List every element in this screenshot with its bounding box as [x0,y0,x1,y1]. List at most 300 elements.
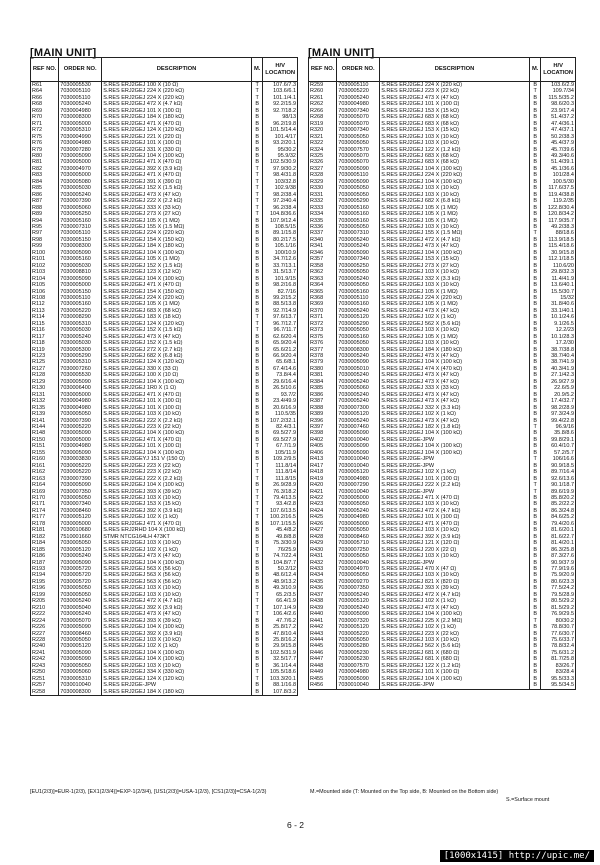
order-cell: 7030004980 [59,443,102,449]
ref-cell: R378 [309,353,337,359]
location-cell: 65.9/20.4 [263,340,298,346]
description-cell: S.RES ERJ2GEJ 224 X (220 kΩ) [380,295,530,301]
ref-cell: R87 [31,198,59,204]
location-cell: 95/30.2 [263,147,298,153]
order-cell: 7030005240 [337,592,380,598]
mounted-cell: B [529,643,541,649]
ref-cell: R170 [31,495,59,501]
ref-cell: R242 [31,656,59,662]
location-cell: 96.2/19.8 [263,121,298,127]
location-cell: 67.7/1.9 [263,443,298,449]
mounted-cell: B [251,450,263,456]
order-cell: 7030005220 [337,631,380,637]
description-cell: S.RES ERJ2GEJ 221 X (220 Ω) [102,134,252,140]
description-cell: S.RES ERJ2GEJ 105 X (1 MΩ) [380,211,530,217]
location-cell: 30.9/15.8 [541,250,576,256]
order-cell: 7030005050 [337,192,380,198]
mounted-cell: B [251,663,263,669]
description-cell: S.RES ERJ2GEJ 154 X (150 kΩ) [102,237,252,243]
location-cell: 47.4/36.1 [541,121,576,127]
ref-cell: R162 [31,469,59,475]
table-row [309,411,576,417]
order-cell: 7030005160 [337,301,380,307]
description-cell: S.RES ERJ2GEJ 102 X (1 kΩ) [380,314,530,320]
mounted-cell: T [251,469,263,475]
location-cell: 96.7/12.7 [263,321,298,327]
table-row [309,598,576,604]
ref-cell: R148 [31,430,59,436]
ref-cell: R181 [31,527,59,533]
mounted-cell: B [251,618,263,624]
description-cell: S.RES ERJ2GEJ 392 X (3.9 kΩ) [380,534,530,540]
order-cell: 7030005050 [337,327,380,333]
mounted-cell: B [529,579,541,585]
description-cell: S.RES ERJ2GEJ 332 X (3.3 kΩ) [380,276,530,282]
order-cell: 7030004970 [59,166,102,172]
location-cell: 12.2/23 [541,327,576,333]
mounted-cell: B [529,282,541,288]
mounted-cell: T [251,211,263,217]
location-cell: 97.9/30.2 [263,166,298,172]
col-ref-header: REF NO. [31,58,59,82]
ref-cell: R419 [309,476,337,482]
location-cell: 99.8/29.1 [541,437,576,443]
table-row [309,340,576,346]
order-cell: 7030005070 [337,153,380,159]
location-cell: 57.2/5.7 [541,450,576,456]
description-cell: S.RES ERJ2GEJ 223 X (22 kΩ) [102,463,252,469]
mounted-cell: B [529,95,541,101]
surface-mount-legend: S.=Surface mount [506,797,550,803]
mounted-cell: B [529,663,541,669]
ref-cell: R358 [309,263,337,269]
location-cell: 100/10.9 [263,250,298,256]
ref-cell: R89 [31,211,59,217]
mounted-cell: B [251,276,263,282]
location-cell: 107.1/4.9 [263,605,298,611]
table-row [31,443,298,449]
ref-cell: R100 [31,250,59,256]
mounted-cell: B [529,172,541,178]
location-cell: 35.8/8.6 [541,430,576,436]
ref-cell: R346 [309,250,337,256]
description-cell: S.RES ERJ2RHD 104 X (100 kΩ) [102,527,252,533]
description-cell: S.RES ERJ2GEJ 104 X (100 kΩ) [380,250,530,256]
location-cell: 82.7/16 [263,289,298,295]
mounted-cell: B [251,430,263,436]
mounted-cell: B [529,521,541,527]
description-cell: S.RES ERJ2GEJ 473 X (47 kΩ) [380,398,530,404]
table-row [31,185,298,191]
description-cell: S.RES ERJ2GEJ 333 X (33 kΩ) [380,385,530,391]
ref-cell: R440 [309,611,337,617]
mounted-cell: B [251,560,263,566]
ref-cell: R368 [309,295,337,301]
mounted-cell: B [529,256,541,262]
description-cell: S.RES ERJ2GEJ 223 X (22 kΩ) [380,88,530,94]
order-cell: 7030005250 [337,263,380,269]
order-cell: 7030005000 [59,437,102,443]
mounted-cell: B [529,114,541,120]
table-row [31,230,298,236]
description-cell: S.RES ERJ2GEJ 124 X (120 kΩ) [102,321,252,327]
mounted-cell: B [251,250,263,256]
mounted-cell: B [251,295,263,301]
mounted-cell: B [251,631,263,637]
mounted-cell: B [251,656,263,662]
ref-cell: R185 [31,547,59,553]
order-cell: 7030005230 [337,650,380,656]
description-cell: S.RES ERJ2GEJ 103 X (10 kΩ) [380,572,530,578]
description-cell: S.RES ERJ2GEJ 473 X (47 kΩ) [380,379,530,385]
mounted-cell: T [251,547,263,553]
ref-cell: R174 [31,508,59,514]
description-cell: S.RES ERJ2GEJ 103 X (10 kΩ) [102,411,252,417]
description-cell: S.RES ERJ2GEJ 273 X (27 kΩ) [102,211,252,217]
description-cell: S.RES ERJ2GEJ 104 X (100 kΩ) [380,430,530,436]
ref-cell: R436 [309,585,337,591]
description-cell: S.RES ERJ2GEJ 222 X (2.2 kΩ) [102,476,252,482]
description-cell: S.RES ERJ2GE-JPW [102,682,252,688]
description-cell: S.RES ERJ2GEJ 100 X (10 Ω) [102,82,252,89]
description-cell: S.RES ERJ2GEJ 101 X (100 Ω) [102,398,252,404]
location-cell: 105.1/16 [263,243,298,249]
ref-cell: R224 [31,618,59,624]
order-cell: 7030007340 [59,501,102,507]
mounted-cell: B [529,637,541,643]
mounted-cell: B [251,263,263,269]
description-cell: S.RES ERJ2GEJ 683 X (68 kΩ) [380,153,530,159]
table-row [309,443,576,449]
description-cell: S.RES ERJ2GEJ 101 X (100 Ω) [380,476,530,482]
description-cell: S.RES ERJ2GEJ 182 X (1.8 kΩ) [380,424,530,430]
table-row [309,482,576,488]
ref-cell: R380 [309,366,337,372]
ref-cell: R195 [31,579,59,585]
ref-cell: R446 [309,650,337,656]
location-cell: 50.2/12 [263,566,298,572]
description-cell: S.RES ERJ2GEJ 104 X (100 kΩ) [380,676,530,682]
location-cell: 81.7/25.8 [541,656,576,662]
order-cell: 7030005060 [337,385,380,391]
order-cell: 7030005090 [59,656,102,662]
description-cell: S.RES ERJ2GEJ 104 X (100 kΩ) [380,359,530,365]
location-cell: 31.8/40.6 [541,301,576,307]
description-cell: S.RES ERJ2GEJ 103 X (10 kΩ) [380,269,530,275]
ref-cell: R447 [309,656,337,662]
description-cell: S.RES ERJ2GEJ 471 X (470 Ω) [102,437,252,443]
mounted-cell: B [529,566,541,572]
ref-cell: R371 [309,314,337,320]
table-row [31,327,298,333]
mounted-cell: T [251,179,263,185]
mounted-cell: B [529,334,541,340]
location-cell: 107.9/12.4 [263,218,298,224]
order-cell: 7030005030 [59,327,102,333]
mounted-cell: B [529,366,541,372]
description-cell: S.RES ERJ2GEJ 473 X (47 kΩ) [380,392,530,398]
order-cell: 7030005280 [337,643,380,649]
mounted-cell: B [251,650,263,656]
description-cell: S.RES ERJ2GEJ 224 X (220 kΩ) [380,172,530,178]
mounted-cell: B [529,624,541,630]
table-row [31,211,298,217]
description-cell: S.RES ERJ2GEJ 103 X (10 kΩ) [102,592,252,598]
mounted-cell: B [529,437,541,443]
location-cell: 103/32.8 [263,179,298,185]
ref-cell: R79 [31,147,59,153]
table-row [309,256,576,262]
location-cell: 66.9/20.4 [263,353,298,359]
location-cell: 38.7/40.4 [541,353,576,359]
order-cell: 7030005000 [59,172,102,178]
mounted-cell: T [251,443,263,449]
ref-cell: R251 [31,676,59,682]
ref-cell: R385 [309,385,337,391]
location-cell: 117.9/35.7 [541,218,576,224]
order-cell: 7030005240 [337,237,380,243]
description-cell: S.RES ERJ2GEJ 184 X (180 kΩ) [102,243,252,249]
description-cell: S.RES ERJ2GEJ 100 X (10 Ω) [102,372,252,378]
location-cell: 98.2/28.9 [541,405,576,411]
location-cell: 77.5/24.2 [541,585,576,591]
location-cell: 106.4/2.6 [263,611,298,617]
mounted-cell: B [251,411,263,417]
table-row [31,669,298,675]
order-cell: 7030005000 [59,392,102,398]
col-description-header: DESCRIPTION [380,58,530,82]
mounted-cell: B [251,534,263,540]
left-section-title: [MAIN UNIT] [30,47,97,59]
mounted-cell: B [529,430,541,436]
mounted-cell: B [251,308,263,314]
ref-cell: R193 [31,566,59,572]
ref-cell: R129 [31,379,59,385]
mounted-cell: B [529,676,541,682]
description-cell: S.RES ERJ2GEJ 105 X (1 MΩ) [380,301,530,307]
table-row [309,572,576,578]
ref-cell: R257 [31,682,59,688]
table-row [31,269,298,275]
location-cell: 102.5/31.9 [263,650,298,656]
mounted-cell: B [251,398,263,404]
ref-cell: R362 [309,269,337,275]
location-cell: 29.6/16.4 [263,379,298,385]
mounted-cell: B [251,392,263,398]
mounted-cell: T [251,88,263,94]
location-cell: 96.7/11.7 [263,327,298,333]
table-row [309,656,576,662]
order-cell: 7030005720 [59,572,102,578]
description-cell: S.RES ERJ2GEJ 184 X (180 kΩ) [102,114,252,120]
ref-cell: R72 [31,127,59,133]
table-row [309,540,576,546]
location-cell: 75.6/33.7 [541,637,576,643]
description-cell: S.RES ERJ2GEJ 391 X (390 Ω) [102,179,252,185]
ref-cell: R210 [31,605,59,611]
mounted-cell: T [251,514,263,520]
ref-cell: R422 [309,495,337,501]
ref-cell: R261 [309,95,337,101]
order-cell: 7030006400 [59,385,102,391]
order-cell: 7030005530 [59,82,102,89]
order-cell: 7030005710 [337,540,380,546]
ref-cell: R131 [31,392,59,398]
location-cell: 33.7/13.1 [263,263,298,269]
table-row [31,289,298,295]
description-cell: S.RES ERJ2GEJ 153 X (15 kΩ) [380,127,530,133]
order-cell: 7030010040 [337,560,380,566]
table-row [309,398,576,404]
description-cell: S.RES ERJ2GEJ 155 X (1.5 MΩ) [102,224,252,230]
mounted-cell: B [529,540,541,546]
ref-cell: R205 [31,598,59,604]
ref-cell: R112 [31,301,59,307]
description-cell: S.RES ERJ2GEJ 101 X (100 Ω) [380,514,530,520]
order-cell: 7030005050 [59,540,102,546]
description-cell: S.RES ERJ2GEJ 225 X (2.2 MΩ) [380,618,530,624]
ref-cell: R423 [309,501,337,507]
ref-cell: R266 [309,108,337,114]
order-cell: 7030005120 [59,514,102,520]
mounted-cell: B [529,140,541,146]
location-cell: 38.7/38.8 [541,347,576,353]
order-cell: 7030005050 [337,134,380,140]
col-order-header: ORDER NO. [337,58,380,82]
location-cell: 69.5/27.9 [263,437,298,443]
ref-cell: R388 [309,405,337,411]
order-cell: 7030005120 [59,643,102,649]
ref-cell: R80 [31,153,59,159]
order-cell: 7030005090 [59,624,102,630]
ref-cell: R83 [31,172,59,178]
ref-cell: R75 [31,134,59,140]
table-row [31,624,298,630]
ref-cell: R82 [31,166,59,172]
location-cell: 98/13 [263,114,298,120]
description-cell: S.RES ERJ3GEYJ 151 V (150 Ω) [102,456,252,462]
description-cell: S.RES ERJ2GEJ 333 X (33 kΩ) [102,205,252,211]
order-cell: 7030005090 [337,359,380,365]
table-row [309,301,576,307]
ref-cell: R71 [31,121,59,127]
ref-cell: R117 [31,334,59,340]
order-cell: 7030005090 [59,250,102,256]
ref-cell: R376 [309,340,337,346]
description-cell: S.RES ERJ2GEJ 124 X (120 kΩ) [102,359,252,365]
location-cell: 26.9/27.9 [541,379,576,385]
table-row [31,598,298,604]
mounted-cell: B [529,592,541,598]
order-cell: 7030007310 [59,224,102,230]
location-cell: 93.2/20.1 [263,140,298,146]
ref-cell: R363 [309,276,337,282]
order-cell: 7030005160 [337,334,380,340]
order-cell: 7030005530 [59,372,102,378]
description-cell: S.RES ERJ2GEJ 223 X (22 kΩ) [102,469,252,475]
ref-cell: R116 [31,327,59,333]
description-cell: S.RES ERJ2GE-JPW [380,437,530,443]
location-cell: 99.2/15.2 [263,295,298,301]
ref-cell: R406 [309,450,337,456]
mounted-cell: T [251,463,263,469]
description-cell: S.RES ERJ2GEJ 472 X (4.7 kΩ) [380,237,530,243]
mounted-cell: B [529,411,541,417]
location-cell: 98.6/20.3 [541,101,576,107]
description-cell: S.RES ERJ2GEJ 474 X (470 kΩ) [380,366,530,372]
table-row [31,469,298,475]
table-row [309,682,576,689]
order-cell: 7030005060 [59,205,102,211]
location-cell: 33.1/40.1 [541,308,576,314]
table-row [31,540,298,546]
ref-cell: R430 [309,547,337,553]
ref-cell: R163 [31,476,59,482]
order-cell: 7030005240 [337,308,380,314]
mounted-cell: T [251,205,263,211]
description-cell: S.RES ERJ2GEJ 103 X (10 kΩ) [380,134,530,140]
order-cell: 7030010040 [337,456,380,462]
ref-cell: R171 [31,501,59,507]
order-cell: 7030005160 [337,205,380,211]
mounted-cell: B [529,134,541,140]
ref-cell: R105 [31,282,59,288]
ref-cell: R115 [31,321,59,327]
order-cell: 7030007280 [59,147,102,153]
ref-cell: R443 [309,631,337,637]
description-cell: S.RES ERJ2GEJ 102 X (1 kΩ) [380,469,530,475]
ref-cell: R76 [31,140,59,146]
order-cell: 7030005090 [59,276,102,282]
order-cell: 7030008300 [59,114,102,120]
order-cell: 7030010040 [337,489,380,495]
location-cell: 79.4/13.5 [263,495,298,501]
location-cell: 50.2/38.3 [541,134,576,140]
order-cell: 7030005050 [337,140,380,146]
ref-cell: R104 [31,276,59,282]
location-cell: 81.4/20.1 [541,540,576,546]
mounted-side-legend: M.=Mounted side (T: Mounted on the Top side, B: Mounted on the Bottom side) [310,789,499,795]
table-row [309,501,576,507]
ref-cell: R103 [31,269,59,275]
ref-cell: R259 [309,82,337,89]
description-cell: S.RES ERJ2GEJ 472 X (4.7 kΩ) [102,101,252,107]
description-cell: S.RES ERJ2GEJ 224 X (220 kΩ) [102,95,252,101]
order-cell: 7030005240 [59,598,102,604]
description-cell: S.RES ERJ2GEJ 103 X (10 kΩ) [102,663,252,669]
mounted-cell: B [251,424,263,430]
description-cell: S.RES ERJ2GE-JPW [380,682,530,689]
location-cell: 101.9/15 [263,276,298,282]
order-cell: 7030005120 [337,469,380,475]
ref-cell: R114 [31,314,59,320]
order-cell: 7030005290 [337,198,380,204]
ref-cell: R177 [31,514,59,520]
location-cell: 20.9/5.2 [541,392,576,398]
ref-cell: R427 [309,527,337,533]
order-cell: 7030005090 [59,650,102,656]
table-row [31,501,298,507]
description-cell: S.RES ERJ2GEJ 471 X (470 Ω) [102,282,252,288]
ref-cell: R125 [31,359,59,365]
location-cell: 84.6/25.2 [541,514,576,520]
order-cell: 7030005220 [59,463,102,469]
location-cell: 88.5/13.8 [263,301,298,307]
mounted-cell: T [251,166,263,172]
description-cell: S.RES ERJ2GEJ 393 X (39 kΩ) [102,489,252,495]
mounted-cell: B [529,314,541,320]
ref-cell: R241 [31,650,59,656]
